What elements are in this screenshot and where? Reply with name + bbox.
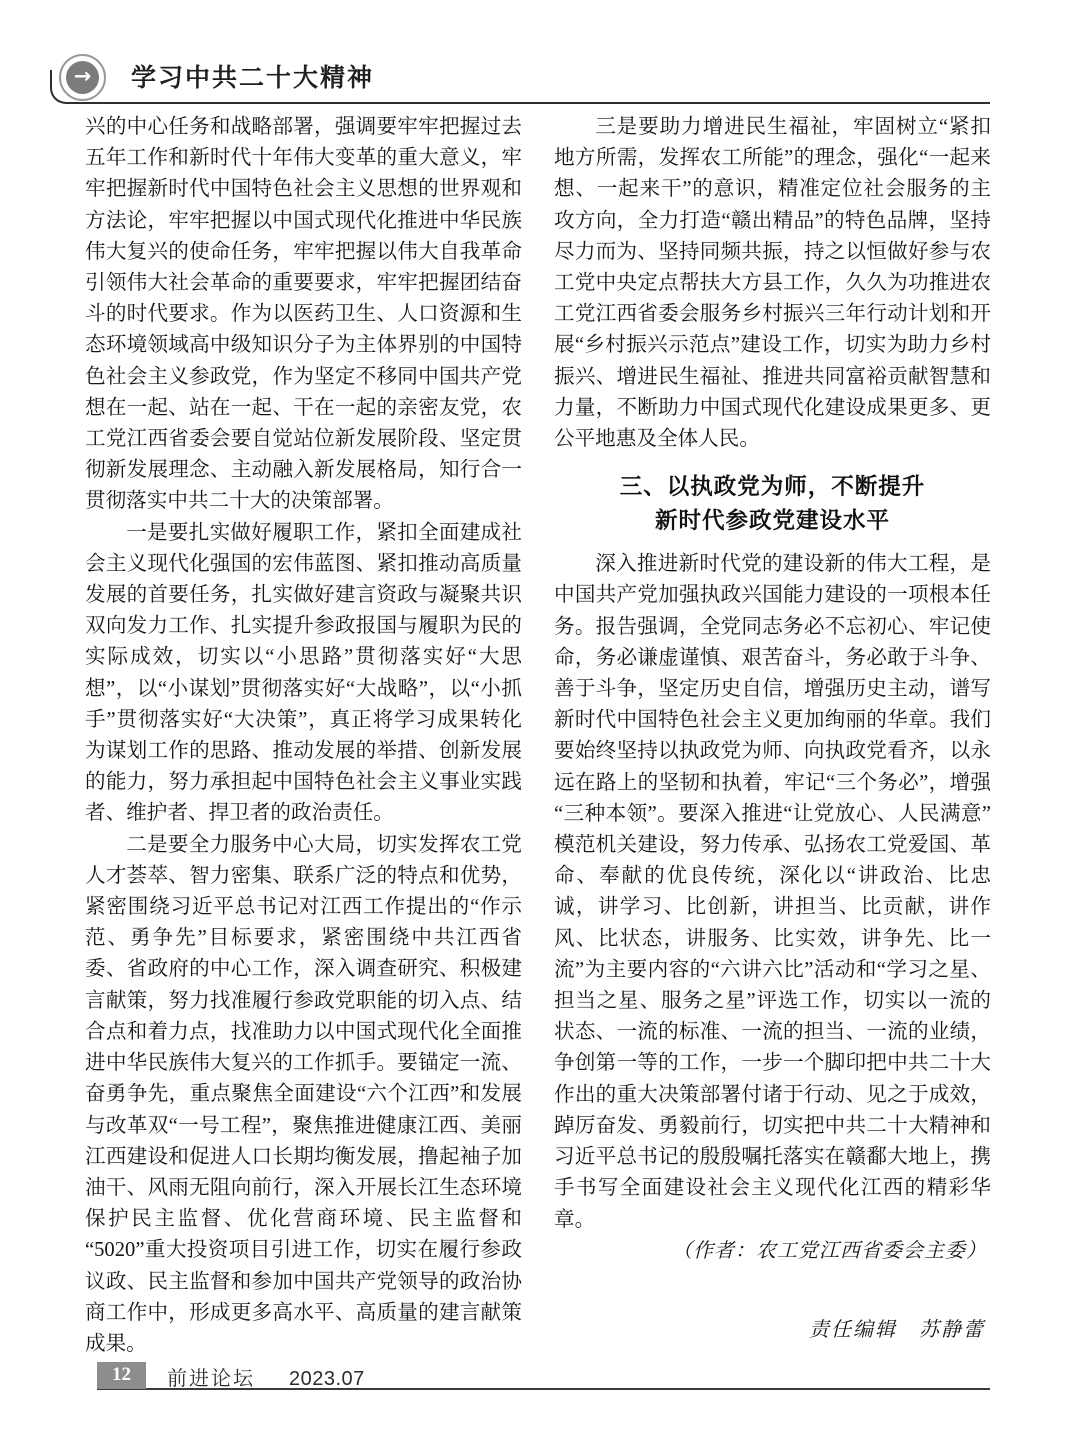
paragraph-section-three-body: 深入推进新时代党的建设新的伟大工程，是中国共产党加强执政兴国能力建设的一项根本任务。报告强调，全党同志务必不忘初心、牢记使命，务必谦虚谨慎、艰苦奋斗，务必敢于斗争、善于斗争，坚定历史自信，增强历史主动，谱写新时代中国特色社会主义更加绚丽的华章。我们要始终坚持以执政党为师、向执政党看齐，以永远在路上的坚韧和执着，牢记“三个务必”，增强“三种本领”。要深入推进“让党放心、人民满意”模范机关建设，努力传承、弘扬农工党爱国、革命、奉献的优良传统，深化以“讲政治、比忠诚，讲学习、比创新，讲担当、比贡献，讲作风、比状态，讲服务、比实效，讲争先、比一流”为主要内容的“六讲六比”活动和“学习之星、担当之星、服务之星”评选工作，切实以一流的状态、一流的标准、一流的担当、一流的业绩，争创第一等的工作，一步一个脚印把中共二十大作出的重大决策部署付诸于行动、见之于成效，踔厉奋发、勇毅前行，切实把中共二十大精神和习近平总书记的殷殷嘱托落实在赣鄱大地上，携手书写全面建设社会主义现代化江西的精彩华章。 — [554, 553, 991, 1231]
section-heading-line1: 三、以执政党为师，不断提升 — [619, 474, 926, 500]
editor-credit: 责任编辑 苏静蕾 — [809, 1318, 985, 1341]
section-heading — [554, 470, 991, 538]
left-column — [85, 112, 522, 1360]
section-header-label: 学习中共二十大精神 — [131, 64, 375, 92]
paragraph-point-three: 三是要助力增进民生福祉，牢固树立“紧扣地方所需，发挥农工所能”的理念，强化“一起来想、一起来干”的意识，精准定位社会服务的主攻方向，全力打造“赣出精品”的特色品牌，坚持尽力而为、坚持同频共振，持之以恒做好参与农工党中央定点帮扶大方县工作，久久为功推进农工党江西省委会服务乡村振兴三年行动计划和开展“乡村振兴示范点”建设工作，切实为助力乡村振兴、增进民生福祉、推进共同富裕贡献智慧和力量，不断助力中国式现代化建设成果更多、更公平地惠及全体人民。 — [554, 116, 991, 451]
footer-meta — [167, 1362, 365, 1391]
paragraph-continuation: 兴的中心任务和战略部署，强调要牢牢把握过去五年工作和新时代十年伟大变革的重大意义，牢牢把握新时代中国特色社会主义思想的世界观和方法论，牢牢把握以中国式现代化推进中华民族伟大复兴的使命任务，牢牢把握以伟大自我革命引领伟大社会革命的重要要求，牢牢把握团结奋斗的时代要求。作为以医药卫生、人口资源和生态环境领域高中级知识分子为主体界别的中国特色社会主义参政党，作为坚定不移同中国共产党想在一起、站在一起、干在一起的亲密友党，农工党江西省委会要自觉站位新发展阶段、坚定贯彻新发展理念、主动融入新发展格局，知行合一贯彻落实中共二十大的决策部署。 — [85, 116, 522, 513]
author-note: （作者：农工党江西省委会主委） — [672, 1239, 987, 1262]
paragraph-point-one: 一是要扎实做好履职工作，紧扣全面建成社会主义现代化强国的宏伟蓝图、紧扣推动高质量发展的首要任务，扎实做好建言资政与凝聚共识双向发力工作、扎实提升参政报国与履职为民的实际成效，切实以“小思路”贯彻落实好“大思想”，以“小谋划”贯彻落实好“大战略”，以“小抓手”贯彻落实好“大决策”，真正将学习成果转化为谋划工作的思路、推动发展的举措、创新发展的能力，努力承担起中国特色社会主义事业实践者、维护者、捍卫者的政治责任。 — [85, 521, 522, 825]
journal-issue: 2023.07 — [289, 1368, 365, 1390]
arrow-right-circle-icon — [59, 54, 106, 101]
arrow-right-glyph: → — [66, 61, 99, 94]
paragraph-point-two: 二是要全力服务中心大局，切实发挥农工党人才荟萃、智力密集、联系广泛的特点和优势，紧密围绕习近平总书记对江西工作提出的“作示范、勇争先”目标要求，紧密围绕中共江西省委、省政府的中心工作，深入调查研究、积极建言献策，努力找准履行参政党职能的切入点、结合点和着力点，找准助力以中国式现代化全面推进中华民族伟大复兴的工作抓手。要锚定一流、奋勇争先，重点聚焦全面建设“六个江西”和发展与改革双“一号工程”，聚焦推进健康江西、美丽江西建设和促进人口长期均衡发展，撸起袖子加油干、风雨无阻向前行，深入开展长江生态环境保护民主监督、优化营商环境、民主监督和“5020”重大投资项目引进工作，切实在履行参政议政、民主监督和参加中国共产党领导的政治协商工作中，形成更多高水平、高质量的建言献策成果。 — [85, 833, 522, 1355]
page-number-badge: 12 — [97, 1362, 146, 1389]
section-heading-line2: 新时代参政党建设水平 — [654, 508, 890, 534]
right-column — [554, 112, 991, 1346]
journal-name: 前进论坛 — [167, 1368, 255, 1390]
